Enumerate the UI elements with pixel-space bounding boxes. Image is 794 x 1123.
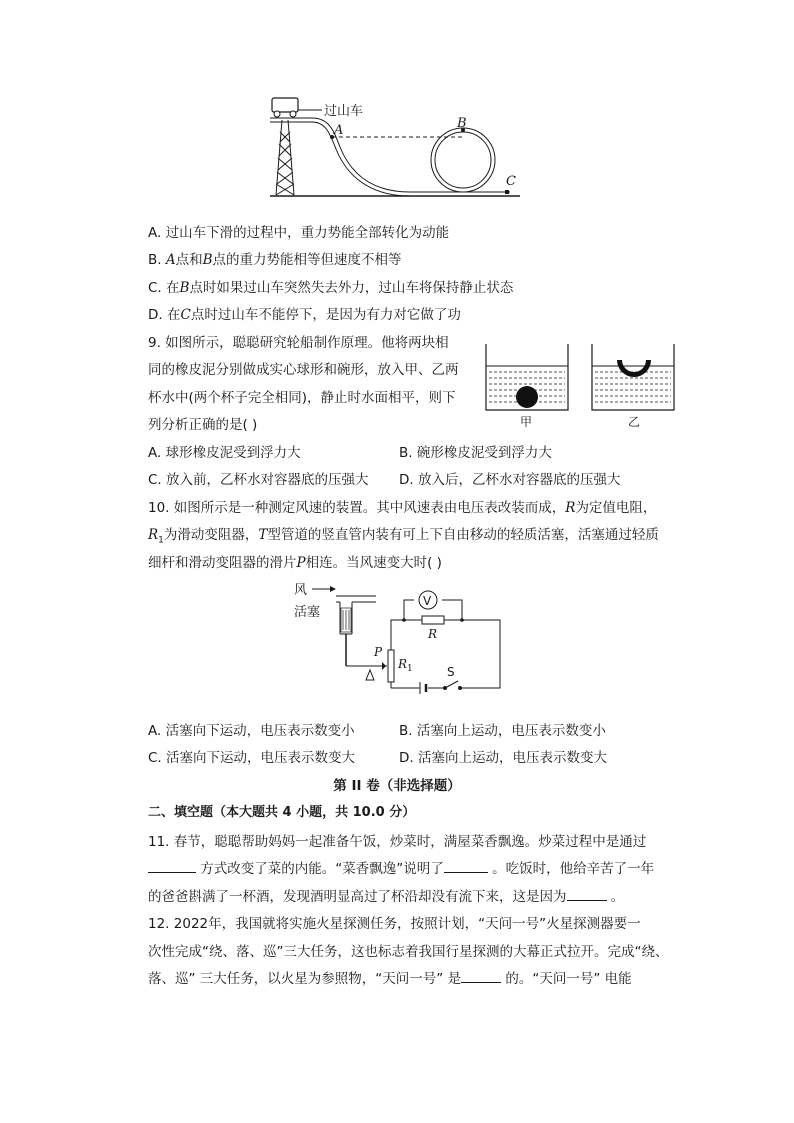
q9-line-3: 杯水中(两个杯子完全相同)，静止时水面相平，则下 xyxy=(148,390,456,406)
q10-line-3-var: P xyxy=(296,555,306,571)
part2-title: 第 II 卷（非选择题） xyxy=(333,778,461,794)
q10-line-3-b: 相连。当风速变大时( ) xyxy=(305,555,442,571)
q10-line-1-end: 为定值电阻， xyxy=(575,500,657,516)
q10-line-1-var: R xyxy=(565,500,576,516)
q8-option-b-prefix: B. xyxy=(148,252,166,268)
q12-line-3 xyxy=(148,969,632,989)
cup-yi xyxy=(592,344,674,410)
q10-line-2-a: 为滑动变阻器， xyxy=(163,527,259,543)
junction-right xyxy=(460,618,464,622)
q10-line-2-var: R xyxy=(148,527,159,543)
wind-speed-circuit-figure xyxy=(290,578,510,698)
resistor-r xyxy=(422,616,444,624)
rheostat-r1-label xyxy=(397,657,413,674)
resistor-r-label: R xyxy=(428,627,438,641)
ball-clay-icon xyxy=(516,386,538,408)
q10-line-3-a: 细杆和滑动变阻器的滑片 xyxy=(148,555,297,571)
cup-yi-label: 乙 xyxy=(628,415,641,429)
q8-option-c-suffix: 点时如果过山车突然失去外力，过山车将保持静止状态 xyxy=(189,280,514,296)
q10-line-2-sub: 1 xyxy=(158,535,164,546)
q8-option-b-mid: 点和 xyxy=(175,252,203,268)
tower-icon xyxy=(276,120,294,195)
switch-label: S xyxy=(447,665,455,679)
q10-line-3 xyxy=(148,553,442,573)
q10-option-c: C. 活塞向下运动，电压表示数变大 xyxy=(148,750,356,766)
point-c-label: C xyxy=(506,174,516,189)
point-c-marker xyxy=(505,190,509,194)
q8-option-b-suffix: 点的重力势能相等但速度不相等 xyxy=(212,252,402,268)
q12-blank-1[interactable] xyxy=(461,970,501,983)
q8-option-c-var: B xyxy=(179,280,190,296)
q9-option-a: A. 球形橡皮泥受到浮力大 xyxy=(148,445,301,461)
voltmeter-label: V xyxy=(423,594,432,608)
q8-option-b xyxy=(148,250,402,270)
q10-option-d: D. 活塞向上运动，电压表示数变大 xyxy=(399,750,607,766)
q8-option-c-prefix: C. 在 xyxy=(148,280,180,296)
q11-line-3 xyxy=(148,887,624,907)
q9-line-2: 同的橡皮泥分别做成实心球形和碗形，放入甲、乙两 xyxy=(148,362,459,378)
q8-option-d-var: C xyxy=(180,307,191,323)
car-label: 过山车 xyxy=(324,104,364,119)
q10-line-2 xyxy=(148,525,659,551)
point-a-label: A xyxy=(334,123,344,138)
slider-p-label: P xyxy=(374,645,383,659)
point-b-label: B xyxy=(457,116,467,131)
battery-icon xyxy=(420,682,426,694)
rheostat-r1-letter: R xyxy=(398,657,408,671)
q12-line-1: 12. 2022年，我国就将实施火星探测任务，按照计划，“天问一号”火星探测器要一 xyxy=(148,916,641,932)
roller-coaster-figure xyxy=(260,92,530,202)
q11-line-2-a: 方式改变了菜的内能。“菜香飘逸”说明了 xyxy=(196,861,444,877)
cup-jia xyxy=(486,344,568,410)
cup-jia-label: 甲 xyxy=(520,415,533,429)
q9-line-4: 列分析正确的是( ) xyxy=(148,417,258,433)
q10-line-1 xyxy=(148,498,656,518)
piston-icon xyxy=(341,608,351,632)
wind-arrow-icon xyxy=(312,586,336,592)
q10-option-a: A. 活塞向下运动，电压表示数变小 xyxy=(148,723,355,739)
q9-option-d: D. 放入后，乙杯水对容器底的压强大 xyxy=(399,472,621,488)
cups-figure xyxy=(480,340,680,430)
q11-line-2-b: 。吃饭时，他给辛苦了一年 xyxy=(487,861,655,877)
q8-option-d-suffix: 点时过山车不能停下，是因为有力对它做了功 xyxy=(190,307,461,323)
wind-label: 风 xyxy=(294,583,308,598)
circuit-wires xyxy=(391,600,500,688)
slider-p-icon xyxy=(382,662,386,670)
q8-option-a: A. 过山车下滑的过程中，重力势能全部转化为动能 xyxy=(148,225,450,241)
q10-line-2-b: 型管道的竖直管内装有可上下自由移动的轻质活塞，活塞通过轻质 xyxy=(267,527,659,543)
q12-line-3-b: 的。“天问一号” 电能 xyxy=(501,971,632,987)
rheostat-r1-sub: 1 xyxy=(407,664,413,674)
q9-option-c: C. 放入前，乙杯水对容器底的压强大 xyxy=(148,472,369,488)
q12-line-2: 次性完成“绕、落、巡”三大任务，这也标志着我国行星探测的大幕正式拉开。完成“绕、 xyxy=(148,944,669,960)
q10-line-1-text: 10. 如图所示是一种测定风速的装置。其中风速表由电压表改装而成， xyxy=(148,500,566,516)
rheostat-r1 xyxy=(388,650,394,682)
q8-option-d-prefix: D. 在 xyxy=(148,307,181,323)
q12-line-3-a: 落、巡” 三大任务，以火星为参照物，“天问一号” 是 xyxy=(148,971,462,987)
q11-line-1: 11. 春节，聪聪帮助妈妈一起准备午饭，炒菜时，满屋菜香飘逸。炒菜过程中是通过 xyxy=(148,834,647,850)
q11-blank-2[interactable] xyxy=(444,860,488,873)
q11-line-2 xyxy=(148,859,654,879)
coaster-car-icon xyxy=(272,98,298,117)
q11-line-3-a: 的爸爸斟满了一杯酒，发现酒明显高过了杯沿却没有流下来，这是因为 xyxy=(148,889,567,905)
section2-title: 二、填空题（本大题共 4 小题，共 10.0 分） xyxy=(148,805,416,820)
q9-line-1: 9. 如图所示，聪聪研究轮船制作原理。他将两块相 xyxy=(148,335,449,351)
q8-option-b-var1: A xyxy=(165,252,176,268)
junction-left xyxy=(402,618,406,622)
q8-option-b-var2: B xyxy=(202,252,213,268)
q11-blank-3[interactable] xyxy=(567,888,607,901)
q11-blank-1[interactable] xyxy=(148,860,196,873)
q9-option-b: B. 碗形橡皮泥受到浮力大 xyxy=(399,445,552,461)
piston-label: 活塞 xyxy=(294,605,321,620)
switch-icon xyxy=(444,681,462,690)
q11-line-3-b: 。 xyxy=(606,889,625,905)
q8-option-c xyxy=(148,278,513,298)
q10-option-b: B. 活塞向上运动，电压表示数变小 xyxy=(399,723,606,739)
pivot-icon xyxy=(366,670,374,680)
q10-line-2-var2: T xyxy=(258,527,268,543)
bowl-clay-icon xyxy=(617,360,651,377)
q8-option-d xyxy=(148,305,461,325)
coaster-track xyxy=(270,118,510,196)
